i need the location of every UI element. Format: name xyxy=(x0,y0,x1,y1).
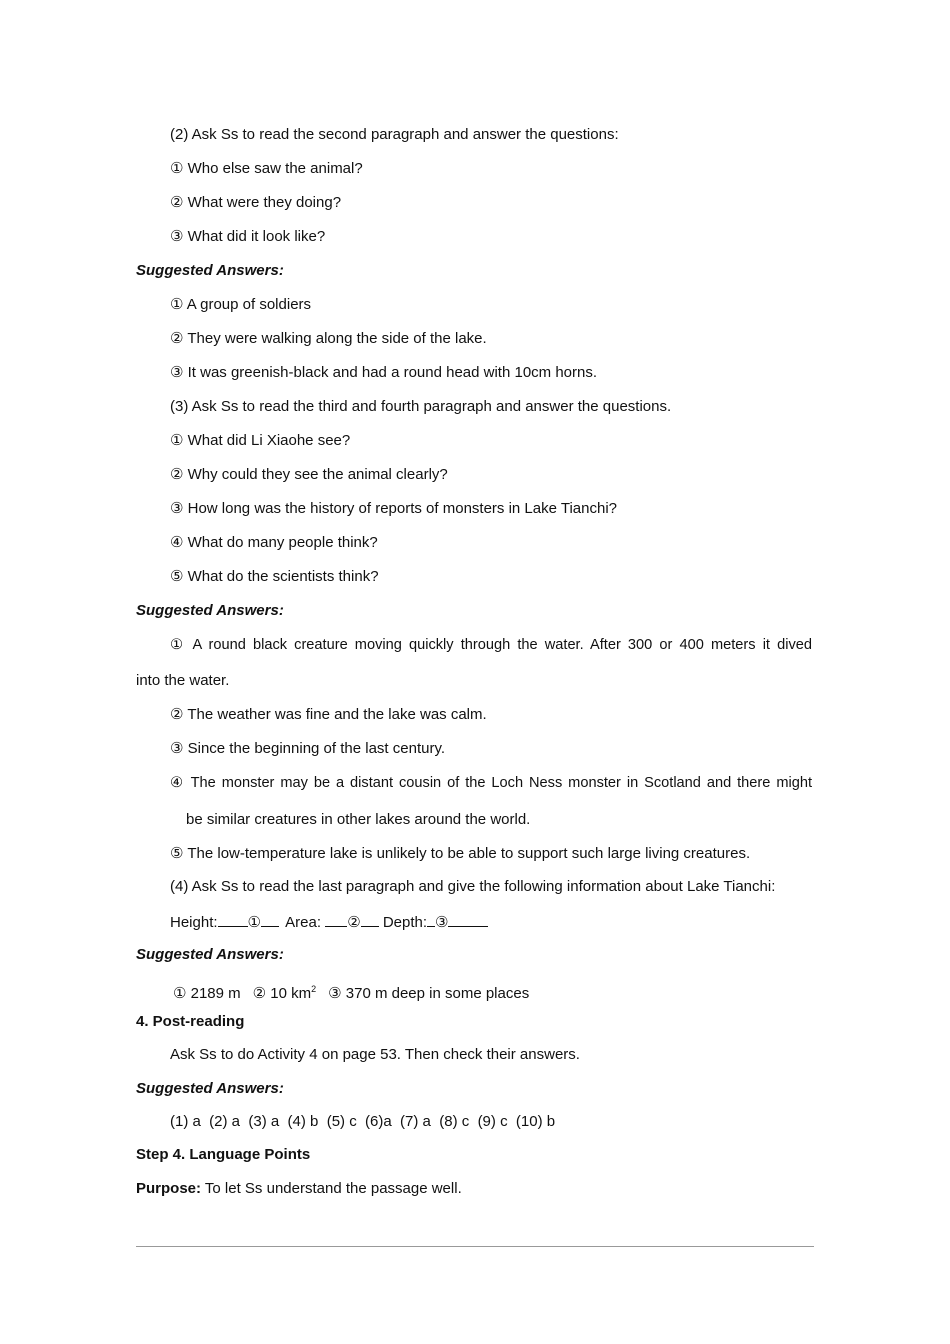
answer-item: ① A group of soldiers xyxy=(170,296,312,313)
blank-marker: ① xyxy=(247,914,261,931)
height-label: Height: xyxy=(170,914,218,931)
suggested-answers-heading: Suggested Answers: xyxy=(136,1080,284,1097)
depth-answer: ③ 370 m deep in some places xyxy=(328,985,530,1002)
question-item: ⑤ What do the scientists think? xyxy=(170,568,379,585)
answer-item: ⑤ The low-temperature lake is unlikely to be able to support such large living creatures. xyxy=(170,845,751,862)
question-item: ③ How long was the history of reports of monsters in Lake Tianchi? xyxy=(170,500,617,517)
paragraph4-instruction: (4) Ask Ss to read the last paragraph and give the following information about Lake Tianchi: xyxy=(170,878,776,895)
question-item: ② What were they doing? xyxy=(170,194,342,211)
height-answer: ① 2189 m xyxy=(173,985,241,1002)
paragraph3-instruction: (3) Ask Ss to read the third and fourth paragraph and answer the questions. xyxy=(170,398,672,415)
area-answer: ② 10 km xyxy=(252,985,312,1002)
post-reading-heading: 4. Post-reading xyxy=(136,1013,245,1030)
suggested-answers-heading: Suggested Answers: xyxy=(136,262,284,279)
answer-item: ④ The monster may be a distant cousin of the Loch Ness monster in Scotland and there might xyxy=(170,775,812,791)
answer-item: ② The weather was fine and the lake was calm. xyxy=(170,706,487,723)
area-unit-superscript: 2 xyxy=(311,984,317,994)
blank-marker: ② xyxy=(347,914,361,931)
blank-line xyxy=(218,911,248,927)
blank-line xyxy=(427,911,435,927)
purpose-text: To let Ss understand the passage well. xyxy=(201,1180,462,1197)
answer-item: ③ It was greenish-black and had a round head with 10cm horns. xyxy=(170,364,598,381)
purpose-label: Purpose: xyxy=(136,1180,202,1197)
purpose-line xyxy=(136,1179,462,1199)
answer-item: ② They were walking along the side of the lake. xyxy=(170,330,487,347)
depth-label: Depth: xyxy=(382,914,428,931)
suggested-answers-heading: Suggested Answers: xyxy=(136,602,284,619)
blank-line xyxy=(261,911,279,927)
blank-line xyxy=(361,911,379,927)
question-item: ② Why could they see the animal clearly? xyxy=(170,466,448,483)
step4-heading: Step 4. Language Points xyxy=(136,1146,311,1163)
answer-item-continuation: into the water. xyxy=(136,672,230,689)
answer-item: ① A round black creature moving quickly through the water. After 300 or 400 meters it dived xyxy=(170,637,812,653)
answer-item-continuation: be similar creatures in other lakes around the world. xyxy=(186,811,531,828)
fill-in-blanks-line xyxy=(170,911,488,933)
paragraph2-instruction: (2) Ask Ss to read the second paragraph and answer the questions: xyxy=(170,126,619,143)
question-item: ① Who else saw the animal? xyxy=(170,160,363,177)
activity-answers: (1) a (2) a (3) a (4) b (5) c (6)a (7) a (8) c (9) c (10) b xyxy=(170,1113,556,1130)
area-label: Area: xyxy=(285,914,322,931)
suggested-answers-heading: Suggested Answers: xyxy=(136,946,284,963)
question-item: ③ What did it look like? xyxy=(170,228,326,245)
question-item: ① What did Li Xiaohe see? xyxy=(170,432,351,449)
footer-divider xyxy=(136,1246,814,1247)
blank-line xyxy=(325,911,347,927)
question-item: ④ What do many people think? xyxy=(170,534,378,551)
blank-marker: ③ xyxy=(435,914,449,931)
blank-line xyxy=(448,911,488,927)
lake-info-answers xyxy=(173,979,529,1004)
answer-item: ③ Since the beginning of the last century. xyxy=(170,740,446,757)
post-reading-instruction: Ask Ss to do Activity 4 on page 53. Then check their answers. xyxy=(170,1046,580,1063)
